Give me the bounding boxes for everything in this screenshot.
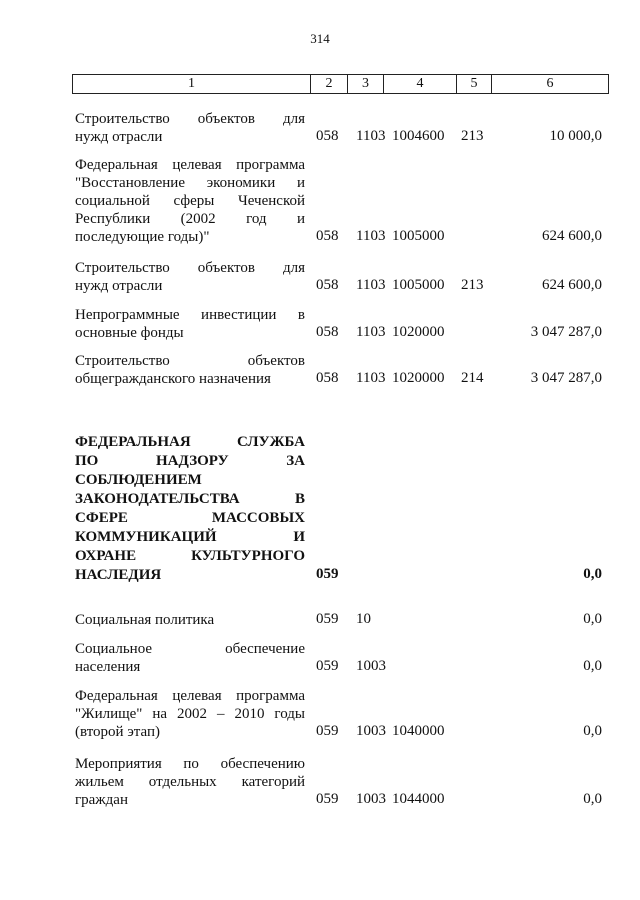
cell-col-2: 058 [316, 128, 339, 144]
row-name-line: Непрограммные инвестиции в [75, 307, 305, 323]
page-number: 314 [310, 31, 330, 46]
cell-col-2: 059 [316, 723, 339, 739]
row-name-line: Федеральная целевая программа [75, 688, 305, 704]
row-name-line: ПО НАДЗОРУ ЗА [75, 453, 305, 469]
cell-col-2: 059 [316, 791, 339, 807]
row-name-line: "Жилище" на 2002 – 2010 годы [75, 706, 305, 722]
cell-col-6: 0,0 [583, 791, 602, 807]
cell-col-2: 058 [316, 228, 339, 244]
row-name [75, 352, 305, 388]
cell-col-3: 1003 [356, 658, 386, 674]
cell-col-4: 1040000 [392, 723, 445, 739]
cell-col-3: 1103 [356, 128, 386, 144]
row-name-line: НАСЛЕДИЯ [75, 567, 162, 583]
row-name [75, 259, 305, 295]
row-name-line: нужд отрасли [75, 129, 163, 145]
row-name [75, 611, 305, 629]
cell-col-4: 1044000 [392, 791, 445, 807]
row-name-line: нужд отрасли [75, 278, 163, 294]
cell-col-3: 1003 [356, 791, 386, 807]
cell-col-3: 1103 [356, 228, 386, 244]
row-name-line: Строительство объектов для [75, 260, 305, 276]
row-name-line: СФЕРЕ МАССОВЫХ [75, 510, 305, 526]
cell-col-2: 058 [316, 277, 339, 293]
header-col-5: 5 [456, 75, 491, 93]
cell-col-6: 624 600,0 [542, 228, 602, 244]
cell-col-6: 0,0 [583, 658, 602, 674]
cell-col-2: 059 [316, 566, 339, 582]
table-header [72, 74, 609, 94]
row-name-line: (второй этап) [75, 724, 160, 740]
row-name-line: последующие годы)" [75, 229, 210, 245]
row-name-line: Федеральная целевая программа [75, 157, 305, 173]
row-name-line: ФЕДЕРАЛЬНАЯ СЛУЖБА [75, 434, 305, 450]
header-col-4: 4 [383, 75, 456, 93]
row-name-line: Социальное обеспечение [75, 641, 305, 657]
cell-col-6: 624 600,0 [542, 277, 602, 293]
cell-col-3: 1103 [356, 370, 386, 386]
row-name-line: Строительство объектов [75, 353, 305, 369]
cell-col-5: 213 [461, 277, 484, 293]
cell-col-6: 0,0 [583, 611, 602, 627]
row-name [75, 306, 305, 342]
cell-col-6: 0,0 [583, 723, 602, 739]
row-name-line: СОБЛЮДЕНИЕМ [75, 472, 202, 488]
header-col-6: 6 [491, 75, 608, 93]
row-name [75, 156, 305, 246]
cell-col-2: 059 [316, 611, 339, 627]
section-heading [75, 433, 305, 585]
cell-col-3: 1103 [356, 324, 386, 340]
row-name-line: "Восстановление экономики и [75, 175, 305, 191]
cell-col-3: 1103 [356, 277, 386, 293]
row-name-line: социальной сферы Чеченской [75, 193, 305, 209]
row-name-line: ОХРАНЕ КУЛЬТУРНОГО [75, 548, 305, 564]
row-name [75, 640, 305, 676]
header-col-3: 3 [347, 75, 383, 93]
row-name-line: Республики (2002 год и [75, 211, 305, 227]
cell-col-4: 1005000 [392, 277, 445, 293]
row-name-line: КОММУНИКАЦИЙ И [75, 529, 305, 545]
row-name [75, 687, 305, 741]
cell-col-3: 10 [356, 611, 371, 627]
cell-col-4: 1020000 [392, 370, 445, 386]
row-name-line: граждан [75, 792, 128, 808]
cell-col-4: 1004600 [392, 128, 445, 144]
cell-col-5: 213 [461, 128, 484, 144]
cell-col-6: 10 000,0 [549, 128, 602, 144]
row-name-line: жильем отдельных категорий [75, 774, 305, 790]
row-name-line: Мероприятия по обеспечению [75, 756, 305, 772]
header-col-2: 2 [310, 75, 347, 93]
cell-col-5: 214 [461, 370, 484, 386]
cell-col-4: 1005000 [392, 228, 445, 244]
row-name-line: Строительство объектов для [75, 111, 305, 127]
cell-col-6: 0,0 [583, 566, 602, 582]
row-name [75, 755, 305, 809]
cell-col-6: 3 047 287,0 [530, 370, 602, 386]
cell-col-2: 058 [316, 324, 339, 340]
row-name-line: основные фонды [75, 325, 184, 341]
cell-col-4: 1020000 [392, 324, 445, 340]
cell-col-2: 058 [316, 370, 339, 386]
cell-col-3: 1003 [356, 723, 386, 739]
cell-col-6: 3 047 287,0 [530, 324, 602, 340]
row-name-line: населения [75, 659, 141, 675]
row-name [75, 110, 305, 146]
row-name-line: ЗАКОНОДАТЕЛЬСТВА В [75, 491, 305, 507]
row-name-line: общегражданского назначения [75, 371, 271, 387]
cell-col-2: 059 [316, 658, 339, 674]
row-name-line: Социальная политика [75, 612, 215, 628]
header-col-1: 1 [188, 76, 195, 91]
